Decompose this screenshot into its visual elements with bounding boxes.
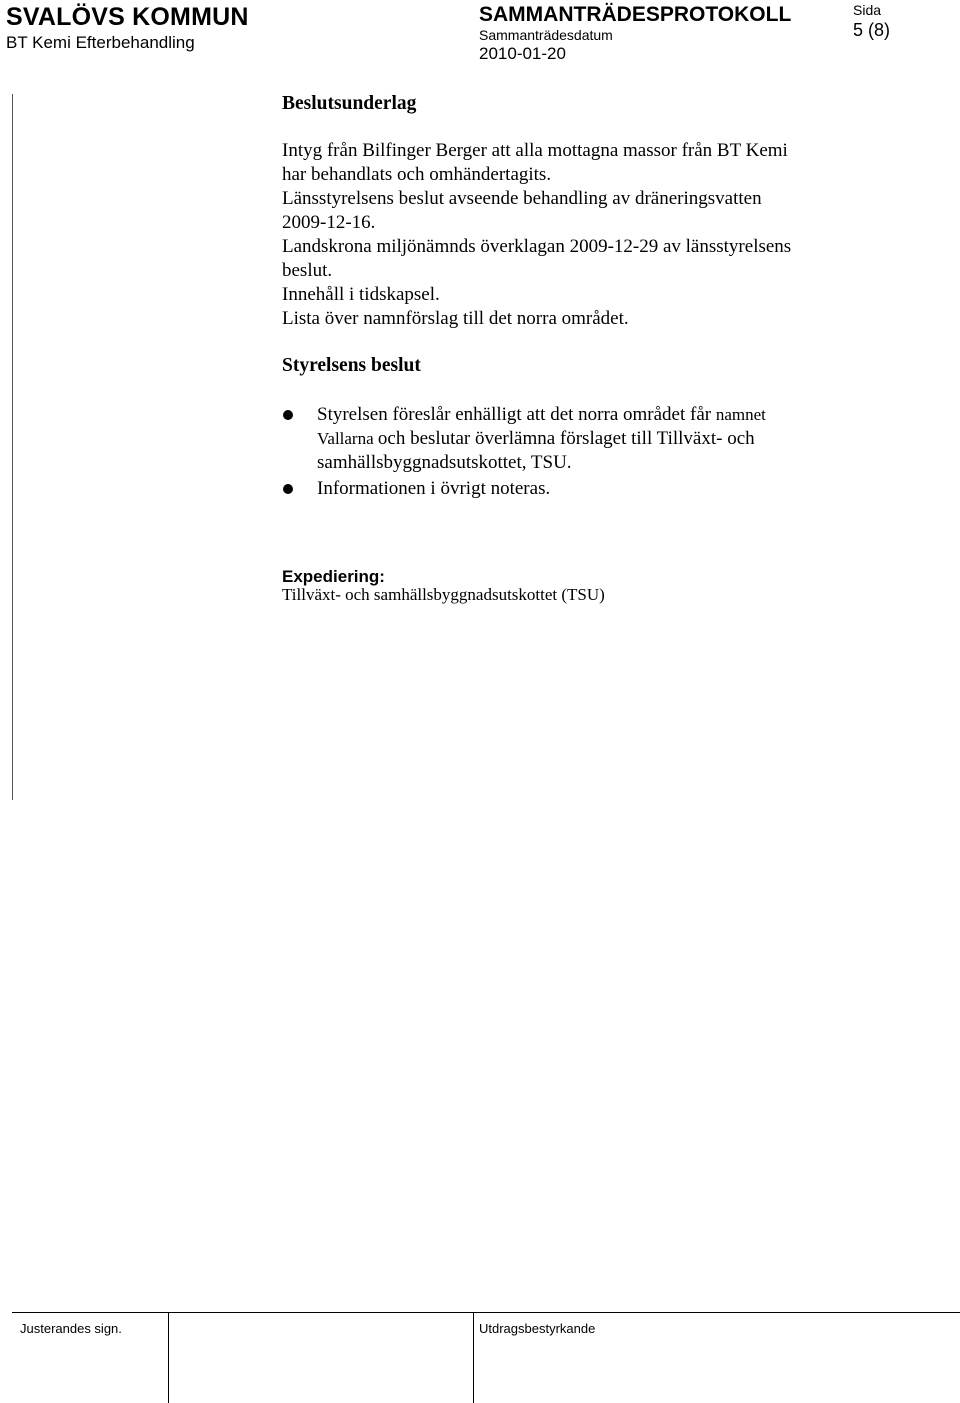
footer-divider [473,1312,474,1403]
underlag-line: Lista över namnförslag till det norra området. [282,308,629,329]
bullet-icon [283,410,293,420]
underlag-line: beslut. [282,260,333,281]
decision-item [282,477,922,501]
organization-name: SVALÖVS KOMMUN [6,3,249,31]
decision-text: Styrelsen föreslår enhälligt att det norra området får [317,404,716,425]
meeting-date: 2010-01-20 [479,44,566,63]
underlag-line: Länsstyrelsens beslut avseende behandling av dräneringsvatten [282,188,762,209]
meeting-date-label: Sammanträdesdatum [479,27,613,43]
left-margin-rule [12,94,13,800]
expediering-text: Tillväxt- och samhällsbyggnadsutskottet (TSU) [282,585,605,604]
underlag-line: Intyg från Bilfinger Berger att alla mottagna massor från BT Kemi [282,140,788,161]
page-label: Sida [853,2,882,18]
underlag-line: Innehåll i tidskapsel. [282,284,440,305]
decision-item [282,403,922,475]
decision-text: Vallarna [317,429,378,448]
decision-text: samhällsbyggnadsutskottet, TSU. [317,452,572,473]
footer-extract-label: Utdragsbestyrkande [479,1321,596,1336]
department-name: BT Kemi Efterbehandling [6,33,195,52]
section-heading-underlag: Beslutsunderlag [282,93,417,114]
decision-text: Informationen i övrigt noteras. [317,478,551,499]
document-type-title: SAMMANTRÄDESPROTOKOLL [479,3,792,26]
expediering-label: Expediering: [282,567,385,586]
underlag-line: har behandlats och omhändertagits. [282,164,552,185]
footer-divider [168,1312,169,1403]
decision-list [282,403,922,501]
page-number: 5 (8) [853,20,891,40]
underlag-list [282,139,882,331]
decision-text: namnet [715,405,766,424]
bullet-icon [283,484,293,494]
section-heading-beslut: Styrelsens beslut [282,355,421,376]
decision-text: och beslutar överlämna förslaget till Tillväxt- och [377,428,755,449]
footer-signature-label: Justerandes sign. [20,1321,122,1336]
underlag-line: Landskrona miljönämnds överklagan 2009-12-29 av länsstyrelsens [282,236,792,257]
footer-rule [12,1312,960,1313]
underlag-line: 2009-12-16. [282,212,376,233]
